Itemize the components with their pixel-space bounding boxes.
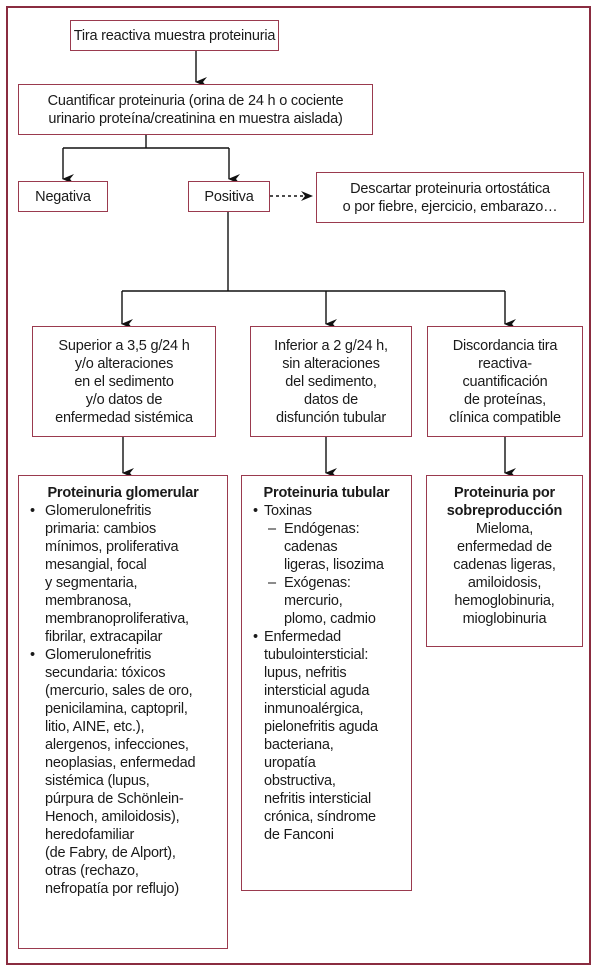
item-line: mercurio, <box>284 593 343 609</box>
item-line: • Enfermedad <box>264 629 341 645</box>
item-line: púrpura de Schönlein- <box>45 791 184 807</box>
item-line: nefritis intersticial <box>264 791 371 807</box>
item-line: cadenas <box>284 539 338 555</box>
item-line: membranosa, <box>45 593 132 609</box>
item-line: nefropatía por reflujo) <box>45 881 180 897</box>
item-line: mesangial, focal <box>45 557 147 573</box>
rule-out-line: Descartar proteinuria ortostática <box>350 180 550 197</box>
tubular-list <box>246 502 407 844</box>
toxins-sublist <box>264 520 407 628</box>
item-line: pielonefritis aguda <box>264 719 378 735</box>
item-line: (mercurio, sales de oro, <box>45 683 193 699</box>
glomerular-list <box>23 502 223 898</box>
item-line: • Toxinas <box>264 503 312 519</box>
criteria-line: reactiva- <box>478 355 532 372</box>
item-line: primaria: cambios <box>45 521 157 537</box>
criteria-line: cuantificación <box>462 373 548 390</box>
item-line: obstructiva, <box>264 773 336 789</box>
item-line: neoplasias, enfermedad <box>45 755 196 771</box>
quantify-line: Cuantificar proteinuria (orina de 24 h o cociente <box>47 92 344 109</box>
item-line: sistémica (lupus, <box>45 773 150 789</box>
item-line: crónica, síndrome <box>264 809 376 825</box>
item-line: (de Fabry, de Alport), <box>45 845 176 861</box>
criteria-line: sin alteraciones <box>282 355 380 372</box>
overproduction-title: Proteinuria por <box>454 485 555 501</box>
item-line: heredofamiliar <box>45 827 135 843</box>
item-line: y segmentaria, <box>45 575 138 591</box>
criteria-line: Inferior a 2 g/24 h, <box>274 337 388 354</box>
item-line: ligeras, lisozima <box>284 557 384 573</box>
criteria-line: Superior a 3,5 g/24 h <box>58 337 190 354</box>
criteria-overproduction-box <box>427 326 583 437</box>
criteria-line: del sedimento, <box>285 373 377 390</box>
item-line: mínimos, proliferativa <box>45 539 179 555</box>
item-line: – Exógenas: <box>284 575 351 591</box>
item-line: hemoglobinuria, <box>454 593 555 609</box>
criteria-line: datos de <box>303 391 359 408</box>
item-line: cadenas ligeras, <box>453 557 556 573</box>
criteria-line: Discordancia tira <box>452 337 558 354</box>
glomerular-result-box <box>18 475 228 949</box>
item-line: mioglobinuria <box>462 611 547 627</box>
item-line: de Fanconi <box>264 827 334 843</box>
item-line: membranoproliferativa, <box>45 611 189 627</box>
item-line: • Glomerulonefritis <box>45 503 152 519</box>
criteria-line: disfunción tubular <box>275 409 387 426</box>
overproduction-result-box <box>426 475 583 647</box>
quantify-line: urinario proteína/creatinina en muestra aislada) <box>48 110 343 127</box>
glomerular-title: Proteinuria glomerular <box>47 485 199 501</box>
list-item <box>23 502 223 646</box>
negative-label: Negativa <box>35 188 91 205</box>
item-line: inmunoalérgica, <box>264 701 364 717</box>
negative-box <box>18 181 108 212</box>
dipstick-box <box>70 20 279 51</box>
item-line: bacteriana, <box>264 737 334 753</box>
item-line: uropatía <box>264 755 316 771</box>
item-line: Mieloma, <box>475 521 534 537</box>
list-item <box>246 628 407 844</box>
item-line: fibrilar, extracapilar <box>45 629 163 645</box>
item-line: penicilamina, captopril, <box>45 701 188 717</box>
tubular-title: Proteinuria tubular <box>263 485 390 501</box>
list-item <box>23 646 223 898</box>
item-line: Henoch, amiloidosis), <box>45 809 180 825</box>
overproduction-title: sobreproducción <box>446 503 563 519</box>
item-line: enfermedad de <box>457 539 552 555</box>
criteria-glomerular-box <box>32 326 216 437</box>
criteria-line: de proteínas, <box>463 391 547 408</box>
list-item <box>246 502 407 628</box>
item-line: otras (rechazo, <box>45 863 139 879</box>
criteria-line: enfermedad sistémica <box>55 409 193 426</box>
rule-out-box <box>316 172 584 223</box>
item-line: secundaria: tóxicos <box>45 665 166 681</box>
item-line: – Endógenas: <box>284 521 360 537</box>
item-line: tubulointersticial: <box>264 647 369 663</box>
sub-list-item <box>264 574 407 628</box>
item-line: amiloidosis, <box>467 575 542 591</box>
quantify-box <box>18 84 373 135</box>
criteria-line: y/o datos de <box>85 391 163 408</box>
criteria-line: clínica compatible <box>449 409 561 426</box>
item-line: • Glomerulonefritis <box>45 647 152 663</box>
criteria-line: y/o alteraciones <box>74 355 174 372</box>
item-line: plomo, cadmio <box>284 611 376 627</box>
item-line: litio, AINE, etc.), <box>45 719 145 735</box>
sub-list-item <box>264 520 407 574</box>
criteria-tubular-box <box>250 326 412 437</box>
positive-box <box>188 181 270 212</box>
tubular-result-box <box>241 475 412 891</box>
item-line: lupus, nefritis <box>264 665 347 681</box>
dipstick-label: Tira reactiva muestra proteinuria <box>73 27 276 44</box>
rule-out-line: o por fiebre, ejercicio, embarazo… <box>342 198 558 215</box>
item-line: intersticial aguda <box>264 683 370 699</box>
positive-label: Positiva <box>204 188 254 205</box>
item-line: alergenos, infecciones, <box>45 737 189 753</box>
criteria-line: en el sedimento <box>74 373 174 390</box>
